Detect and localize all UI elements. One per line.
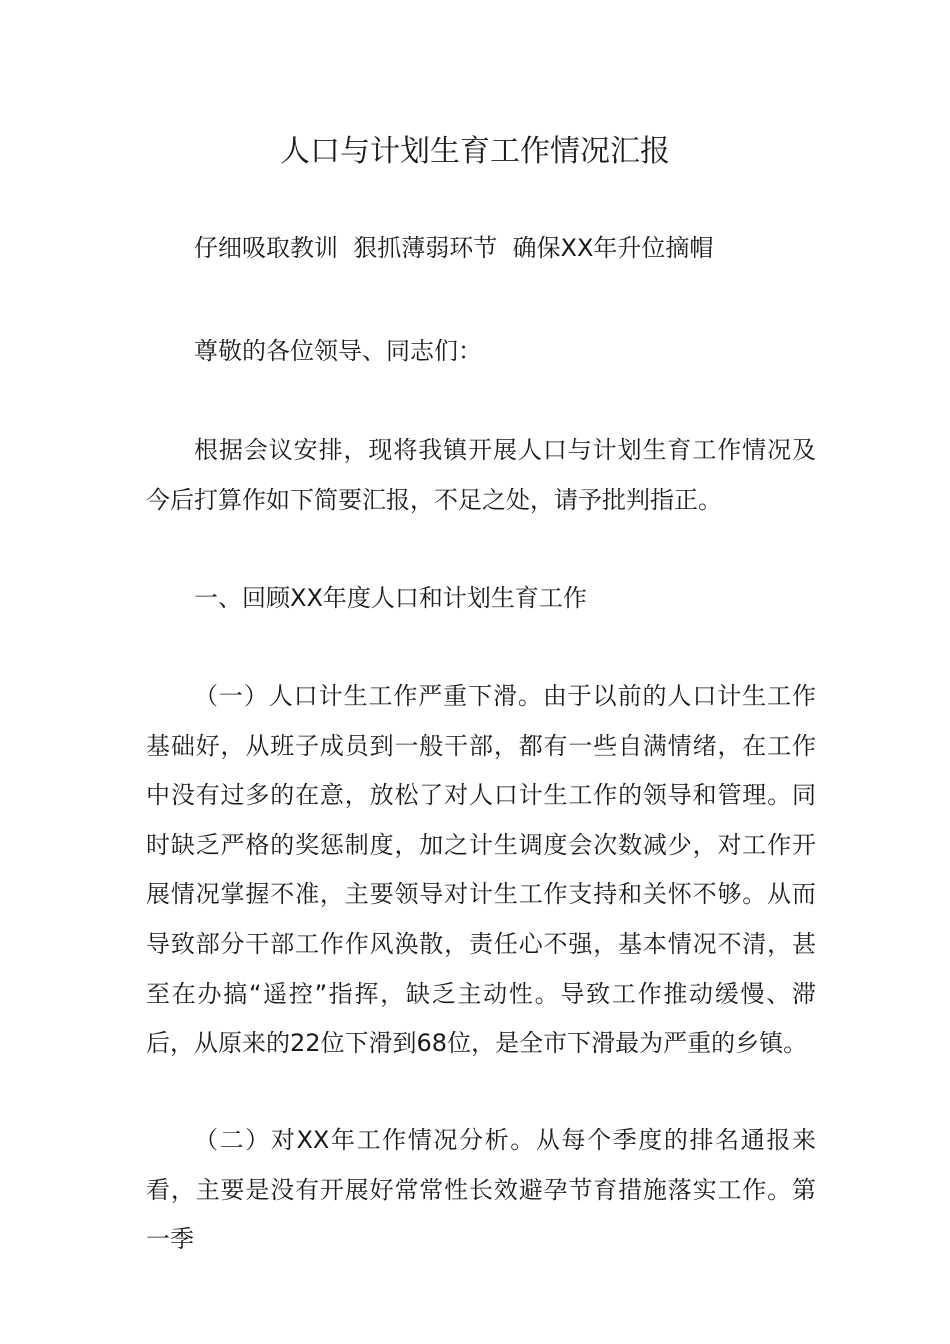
section-heading-1: 一、回顾XX年度人口和计划生育工作 <box>194 584 587 612</box>
paragraph-item-2: （二）对XX年工作情况分析。从每个季度的排名通报来看，主要是没有开展好常常性长效避孕节育措施落实工作。第一季 <box>146 1126 816 1254</box>
paragraph-item-1: （一）人口计生工作严重下滑。由于以前的人口计生工作基础好，从班子成员到一般干部，都有一些自满情绪，在工作中没有过多的在意，放松了对人口计生工作的领导和管理。同时缺乏严格的奖惩制度，加之计生调度会次数减少，对工作开展情况掌握不准，主要领导对计生工作支持和关怀不够。从而导致部分干部工作作风涣散，责任心不强，基本情况不清，甚至在办搞“遥控”指挥，缺乏主动性。导致工作推动缓慢、滞后，从原来的22位下滑到68位，是全市下滑最为严重的乡镇。 <box>146 682 816 1058</box>
greeting-line: 尊敬的各位领导、同志们： <box>194 337 482 365</box>
document-subtitle: 仔细吸取教训 狠抓薄弱环节 确保XX年升位摘帽 <box>194 234 714 262</box>
intro-paragraph: 根据会议安排，现将我镇开展人口与计划生育工作情况及今后打算作如下简要汇报，不足之处，请予批判指正。 <box>146 436 816 514</box>
document-title: 人口与计划生育工作情况汇报 <box>280 134 670 169</box>
